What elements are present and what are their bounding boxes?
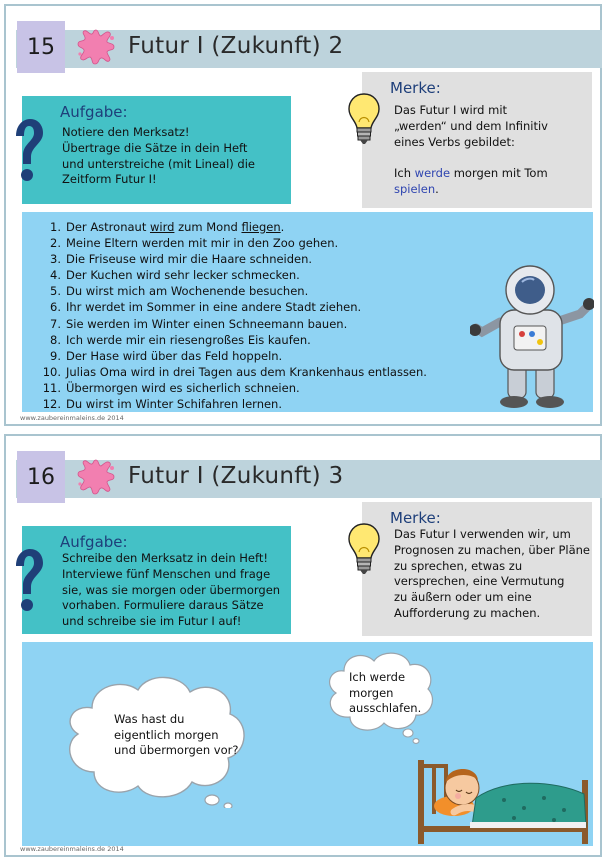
task-text bbox=[62, 125, 288, 188]
merke-text bbox=[394, 527, 590, 622]
light-bulb-icon bbox=[346, 522, 382, 578]
task-line: und schreibe sie im Futur I auf! bbox=[62, 614, 242, 629]
merke-line: Das Futur I wird mit bbox=[394, 103, 508, 117]
merke-box bbox=[362, 72, 592, 208]
card-number-label: 15 bbox=[27, 34, 55, 60]
question-mark-icon bbox=[10, 546, 46, 616]
footer-credit: www.zaubereinmaleins.de 2014 bbox=[20, 845, 124, 853]
task-box bbox=[22, 96, 291, 204]
task-heading: Aufgabe: bbox=[60, 103, 128, 121]
task-line: Interviewe fünf Menschen und frage bbox=[62, 566, 271, 581]
task-line: Zeitform Futur I! bbox=[62, 172, 157, 187]
card-number-label: 16 bbox=[27, 464, 55, 490]
merke-box bbox=[362, 502, 592, 636]
task-line: Schreibe den Merksatz in dein Heft! bbox=[62, 551, 268, 565]
merke-line: versprechen, eine Vermutung bbox=[394, 574, 565, 589]
list-item: 11. Übermorgen wird es sicherlich schneien. bbox=[42, 380, 300, 395]
card-title: Futur I (Zukunft) 2 bbox=[128, 33, 344, 59]
merke-line: Das Futur I verwenden wir, um bbox=[394, 527, 571, 541]
list-item: 5. Du wirst mich am Wochenende besuchen. bbox=[50, 284, 309, 299]
speech-bubble-question: Was hast du eigentlich morgen und übermorgen vor? bbox=[114, 712, 239, 758]
task-line: und unterstreiche (mit Lineal) die bbox=[62, 156, 255, 171]
merke-line: Prognosen zu machen, über Pläne bbox=[394, 542, 590, 557]
merke-text bbox=[394, 103, 590, 198]
list-item: 6. Ihr werdet im Sommer in eine andere Stadt ziehen. bbox=[50, 300, 362, 315]
card-number bbox=[17, 451, 65, 503]
task-box bbox=[22, 526, 291, 634]
merke-line: eines Verbs gebildet: bbox=[394, 134, 515, 149]
example-infinitive: spielen bbox=[394, 181, 436, 196]
sentence-list bbox=[32, 219, 427, 412]
list-item: 12. Du wirst im Winter Schifahren lernen. bbox=[42, 397, 282, 412]
list-item: 3. Die Friseuse wird mir die Haare schneiden. bbox=[50, 252, 313, 267]
card-16 bbox=[4, 434, 602, 857]
card-title: Futur I (Zukunft) 3 bbox=[128, 463, 344, 489]
list-item: 9. Der Hase wird über das Feld hoppeln. bbox=[50, 348, 283, 363]
sleeping-boy-illustration bbox=[414, 750, 592, 846]
splat-icon bbox=[76, 456, 116, 496]
task-line: Notiere den Merksatz! bbox=[62, 125, 190, 139]
list-item: 1. Der Astronaut wird zum Mond fliegen. bbox=[50, 220, 285, 234]
list-item: 2. Meine Eltern werden mit mir in den Zoo gehen. bbox=[50, 236, 339, 251]
task-line: vorhaben. Formuliere daraus Sätze bbox=[62, 598, 264, 613]
merke-heading: Merke: bbox=[390, 79, 441, 97]
list-item: 4. Der Kuchen wird sehr lecker schmecken. bbox=[50, 268, 300, 283]
list-item: 8. Ich werde mir ein riesengroßes Eis kaufen. bbox=[50, 332, 311, 347]
footer-credit: www.zaubereinmaleins.de 2014 bbox=[20, 414, 124, 422]
list-item: 10. Julias Oma wird in drei Tagen aus dem Krankenhaus entlassen. bbox=[42, 364, 427, 379]
merke-example-cont: spielen. bbox=[394, 181, 439, 196]
merke-line: Aufforderung zu machen. bbox=[394, 605, 541, 620]
task-line: Übertrage die Sätze in dein Heft bbox=[62, 140, 248, 155]
light-bulb-icon bbox=[346, 92, 382, 148]
question-mark-icon bbox=[10, 116, 46, 186]
task-heading: Aufgabe: bbox=[60, 533, 128, 551]
merke-line: zu sprechen, etwas zu bbox=[394, 558, 523, 573]
task-text bbox=[62, 551, 288, 630]
underlined-verb: wird bbox=[149, 220, 175, 234]
merke-heading: Merke: bbox=[390, 509, 441, 527]
sentence-panel bbox=[22, 212, 593, 412]
speech-bubble-answer: Ich werde morgen ausschlafen. bbox=[349, 670, 422, 716]
astronaut-illustration bbox=[470, 260, 594, 410]
list-item: 7. Sie werden im Winter einen Schneemann bauen. bbox=[50, 316, 348, 331]
merke-example: Ich werde morgen mit Tom bbox=[394, 166, 548, 181]
example-verb: werde bbox=[414, 166, 451, 181]
underlined-infinitive: fliegen bbox=[241, 220, 281, 234]
splat-icon bbox=[76, 26, 116, 66]
merke-line: „werden“ und dem Infinitiv bbox=[394, 118, 548, 133]
task-line: sie, was sie morgen oder übermorgen bbox=[62, 582, 281, 597]
merke-line: zu äußern oder um eine bbox=[394, 590, 532, 605]
card-number bbox=[17, 21, 65, 73]
dialogue-panel bbox=[22, 642, 593, 846]
card-15 bbox=[4, 4, 602, 426]
